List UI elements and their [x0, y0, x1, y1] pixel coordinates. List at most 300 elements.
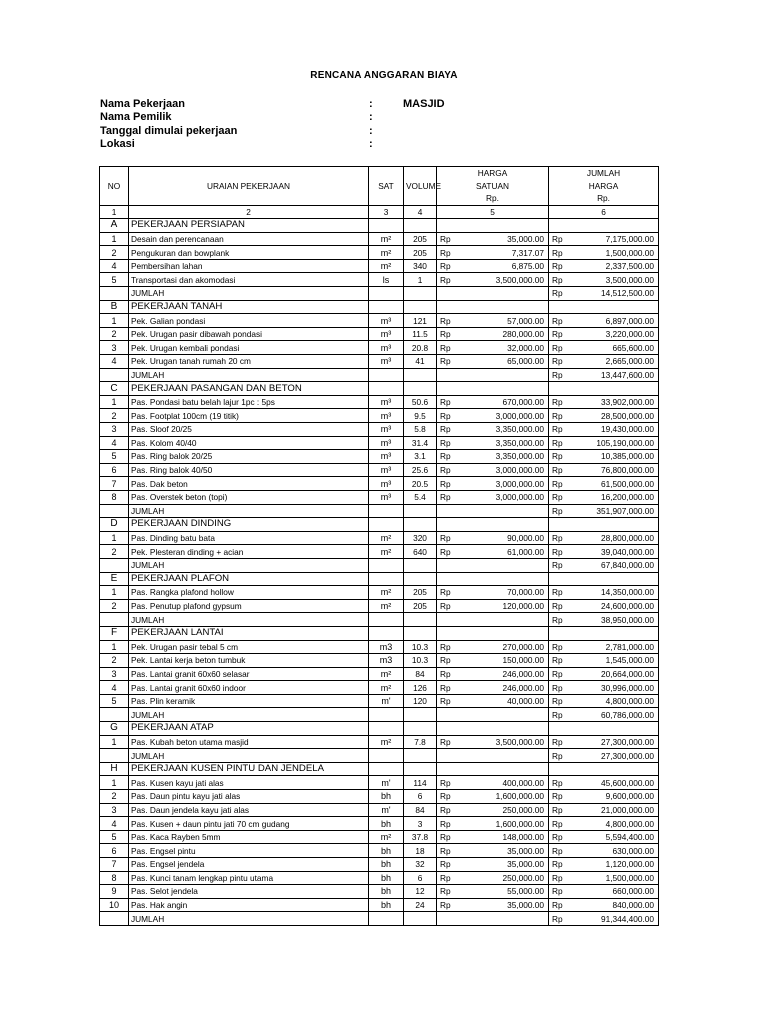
- category-letter: A: [100, 219, 129, 233]
- currency-label: Rp: [549, 898, 569, 912]
- subtotal-value: 38,950,000.00: [569, 613, 659, 627]
- item-unit-price: 148,000.00: [457, 830, 549, 844]
- item-no: 1: [100, 395, 129, 409]
- currency-label: Rp: [437, 436, 457, 450]
- header-jumlah-harga: HARGA: [549, 180, 659, 193]
- table-row: [100, 314, 659, 328]
- table-row: [100, 490, 659, 504]
- item-unit: bh: [369, 898, 404, 912]
- table-row: [100, 776, 659, 790]
- info-colon: :: [369, 98, 373, 110]
- item-amount: 105,190,000.00: [569, 436, 659, 450]
- empty-cell: [549, 572, 569, 586]
- item-description: Pas. Selot jendela: [129, 885, 369, 899]
- currency-label: Rp: [437, 735, 457, 749]
- empty-cell: [100, 749, 129, 763]
- empty-cell: [404, 912, 437, 926]
- header-volume: VOLUME: [404, 167, 437, 206]
- empty-cell: [369, 382, 404, 396]
- item-unit-price: 1,600,000.00: [457, 790, 549, 804]
- subtotal-value: 351,907,000.00: [569, 504, 659, 518]
- item-no: 2: [100, 599, 129, 613]
- item-description: Pas. Kubah beton utama masjid: [129, 735, 369, 749]
- table-row: [100, 654, 659, 668]
- table-row: [100, 273, 659, 287]
- subtotal-label: JUMLAH: [129, 749, 369, 763]
- empty-cell: [404, 613, 437, 627]
- item-unit-price: 250,000.00: [457, 871, 549, 885]
- item-no: 10: [100, 898, 129, 912]
- empty-cell: [549, 219, 569, 233]
- column-index-row: [100, 205, 659, 219]
- item-description: Pas. Sloof 20/25: [129, 423, 369, 437]
- item-unit-price: 65,000.00: [457, 355, 549, 369]
- item-unit-price: 61,000.00: [457, 545, 549, 559]
- empty-cell: [457, 504, 549, 518]
- currency-label: Rp: [437, 232, 457, 246]
- empty-cell: [549, 518, 569, 532]
- empty-cell: [457, 219, 549, 233]
- currency-label: Rp: [549, 830, 569, 844]
- item-unit: m³: [369, 477, 404, 491]
- currency-label: Rp: [549, 654, 569, 668]
- empty-cell: [404, 219, 437, 233]
- item-volume: 37.8: [404, 830, 437, 844]
- empty-cell: [569, 219, 659, 233]
- item-no: 5: [100, 273, 129, 287]
- empty-cell: [369, 722, 404, 736]
- empty-cell: [437, 762, 457, 776]
- currency-label: Rp: [549, 640, 569, 654]
- item-description: Pas. Daun pintu kayu jati alas: [129, 790, 369, 804]
- item-volume: 205: [404, 246, 437, 260]
- table-row: [100, 803, 659, 817]
- header-no: NO: [100, 167, 129, 206]
- table-row: [100, 694, 659, 708]
- item-description: Pas. Lantai granit 60x60 selasar: [129, 667, 369, 681]
- item-unit: m³: [369, 355, 404, 369]
- item-unit: m²: [369, 259, 404, 273]
- info-value: MASJID: [403, 98, 445, 110]
- item-volume: 7.8: [404, 735, 437, 749]
- category-row: [100, 518, 659, 532]
- subtotal-value: 67,840,000.00: [569, 558, 659, 572]
- item-description: Pas. Kaca Rayben 5mm: [129, 830, 369, 844]
- item-description: Pas. Engsel pintu: [129, 844, 369, 858]
- empty-cell: [457, 749, 549, 763]
- item-unit-price: 7,317.07: [457, 246, 549, 260]
- table-row: [100, 259, 659, 273]
- empty-cell: [569, 518, 659, 532]
- currency-label: Rp: [437, 327, 457, 341]
- item-description: Pas. Ring balok 20/25: [129, 450, 369, 464]
- table-row: [100, 531, 659, 545]
- item-volume: 31.4: [404, 436, 437, 450]
- item-no: 5: [100, 830, 129, 844]
- budget-table: [99, 166, 659, 926]
- item-description: Pas. Plin keramik: [129, 694, 369, 708]
- item-amount: 7,175,000.00: [569, 232, 659, 246]
- currency-label: Rp: [437, 341, 457, 355]
- empty-cell: [404, 722, 437, 736]
- currency-label: Rp: [549, 327, 569, 341]
- column-index: 2: [129, 205, 369, 219]
- item-volume: 9.5: [404, 409, 437, 423]
- table-row: [100, 871, 659, 885]
- info-label: Nama Pekerjaan: [100, 98, 185, 110]
- item-amount: 4,800,000.00: [569, 817, 659, 831]
- item-unit: bh: [369, 790, 404, 804]
- currency-label: Rp: [549, 504, 569, 518]
- empty-cell: [100, 368, 129, 382]
- currency-label: Rp: [437, 450, 457, 464]
- empty-cell: [457, 708, 549, 722]
- table-row: [100, 246, 659, 260]
- item-amount: 45,600,000.00: [569, 776, 659, 790]
- currency-label: Rp: [549, 232, 569, 246]
- currency-label: Rp: [549, 558, 569, 572]
- item-description: Pek. Plesteran dinding + acian: [129, 545, 369, 559]
- item-volume: 205: [404, 232, 437, 246]
- currency-label: Rp: [549, 477, 569, 491]
- column-index: 6: [549, 205, 659, 219]
- item-unit: m3: [369, 640, 404, 654]
- category-name: PEKERJAAN PASANGAN DAN BETON: [129, 382, 369, 396]
- item-amount: 840,000.00: [569, 898, 659, 912]
- table-row: [100, 477, 659, 491]
- currency-label: Rp: [549, 844, 569, 858]
- item-volume: 84: [404, 803, 437, 817]
- item-amount: 19,430,000.00: [569, 423, 659, 437]
- item-no: 3: [100, 667, 129, 681]
- currency-label: Rp: [549, 681, 569, 695]
- currency-label: Rp: [437, 885, 457, 899]
- item-unit-price: 3,000,000.00: [457, 463, 549, 477]
- currency-label: Rp: [549, 368, 569, 382]
- currency-label: Rp: [437, 681, 457, 695]
- info-label: Tanggal dimulai pekerjaan: [100, 125, 238, 137]
- empty-cell: [404, 626, 437, 640]
- empty-cell: [100, 287, 129, 301]
- item-amount: 1,120,000.00: [569, 858, 659, 872]
- currency-label: Rp: [437, 463, 457, 477]
- header-sat: SAT: [369, 167, 404, 206]
- empty-cell: [369, 572, 404, 586]
- category-name: PEKERJAAN KUSEN PINTU DAN JENDELA: [129, 762, 369, 776]
- subtotal-row: [100, 912, 659, 926]
- item-unit: m': [369, 694, 404, 708]
- category-name: PEKERJAAN DINDING: [129, 518, 369, 532]
- empty-cell: [549, 300, 569, 314]
- item-unit-price: 3,000,000.00: [457, 490, 549, 504]
- empty-cell: [437, 613, 457, 627]
- subtotal-row: [100, 613, 659, 627]
- empty-cell: [369, 368, 404, 382]
- empty-cell: [404, 749, 437, 763]
- currency-label: Rp: [437, 858, 457, 872]
- category-name: PEKERJAAN TANAH: [129, 300, 369, 314]
- subtotal-label: JUMLAH: [129, 613, 369, 627]
- item-description: Pas. Dak beton: [129, 477, 369, 491]
- empty-cell: [437, 504, 457, 518]
- item-description: Pas. Hak angin: [129, 898, 369, 912]
- item-unit-price: 35,000.00: [457, 232, 549, 246]
- subtotal-row: [100, 558, 659, 572]
- item-description: Pas. Daun jendela kayu jati alas: [129, 803, 369, 817]
- document-title: RENCANA ANGGARAN BIAYA: [310, 70, 458, 81]
- currency-label: Rp: [549, 450, 569, 464]
- category-letter: G: [100, 722, 129, 736]
- table-row: [100, 423, 659, 437]
- empty-cell: [457, 287, 549, 301]
- item-volume: 12: [404, 885, 437, 899]
- item-no: 3: [100, 803, 129, 817]
- item-amount: 16,200,000.00: [569, 490, 659, 504]
- item-description: Pas. Dinding batu bata: [129, 531, 369, 545]
- currency-label: Rp: [437, 477, 457, 491]
- empty-cell: [404, 558, 437, 572]
- table-row: [100, 599, 659, 613]
- table-row: [100, 640, 659, 654]
- currency-label: Rp: [549, 817, 569, 831]
- item-volume: 340: [404, 259, 437, 273]
- item-description: Transportasi dan akomodasi: [129, 273, 369, 287]
- item-volume: 20.5: [404, 477, 437, 491]
- table-row: [100, 341, 659, 355]
- item-no: 6: [100, 463, 129, 477]
- item-amount: 33,902,000.00: [569, 395, 659, 409]
- currency-label: Rp: [437, 395, 457, 409]
- item-no: 4: [100, 436, 129, 450]
- empty-cell: [100, 504, 129, 518]
- empty-cell: [569, 572, 659, 586]
- item-unit-price: 246,000.00: [457, 681, 549, 695]
- item-unit-price: 3,350,000.00: [457, 423, 549, 437]
- item-no: 4: [100, 355, 129, 369]
- currency-label: Rp: [549, 355, 569, 369]
- item-description: Pek. Urugan tanah rumah 20 cm: [129, 355, 369, 369]
- item-unit: m²: [369, 681, 404, 695]
- item-no: 4: [100, 681, 129, 695]
- currency-label: Rp: [437, 694, 457, 708]
- currency-label: Rp: [437, 830, 457, 844]
- item-unit: m³: [369, 395, 404, 409]
- item-volume: 6: [404, 871, 437, 885]
- empty-cell: [437, 572, 457, 586]
- item-unit: ls: [369, 273, 404, 287]
- currency-label: Rp: [437, 246, 457, 260]
- item-amount: 1,500,000.00: [569, 871, 659, 885]
- empty-cell: [369, 708, 404, 722]
- item-volume: 41: [404, 355, 437, 369]
- currency-label: Rp: [437, 776, 457, 790]
- header-harga: HARGA: [437, 167, 549, 180]
- currency-label: Rp: [549, 667, 569, 681]
- item-amount: 20,664,000.00: [569, 667, 659, 681]
- item-unit-price: 55,000.00: [457, 885, 549, 899]
- item-amount: 76,800,000.00: [569, 463, 659, 477]
- currency-label: Rp: [549, 735, 569, 749]
- empty-cell: [457, 722, 549, 736]
- category-letter: H: [100, 762, 129, 776]
- currency-label: Rp: [437, 599, 457, 613]
- item-unit: m²: [369, 667, 404, 681]
- table-row: [100, 327, 659, 341]
- empty-cell: [569, 762, 659, 776]
- subtotal-row: [100, 504, 659, 518]
- item-volume: 32: [404, 858, 437, 872]
- currency-label: Rp: [549, 885, 569, 899]
- currency-label: Rp: [549, 314, 569, 328]
- item-unit-price: 57,000.00: [457, 314, 549, 328]
- item-volume: 121: [404, 314, 437, 328]
- empty-cell: [569, 722, 659, 736]
- table-row: [100, 817, 659, 831]
- category-name: PEKERJAAN ATAP: [129, 722, 369, 736]
- item-unit: bh: [369, 817, 404, 831]
- category-row: [100, 300, 659, 314]
- currency-label: Rp: [437, 409, 457, 423]
- item-no: 1: [100, 586, 129, 600]
- item-no: 3: [100, 423, 129, 437]
- empty-cell: [569, 382, 659, 396]
- item-description: Pek. Urugan pasir dibawah pondasi: [129, 327, 369, 341]
- empty-cell: [369, 300, 404, 314]
- item-amount: 2,337,500.00: [569, 259, 659, 273]
- currency-label: Rp: [437, 790, 457, 804]
- item-unit: m²: [369, 735, 404, 749]
- item-no: 1: [100, 735, 129, 749]
- table-row: [100, 667, 659, 681]
- item-unit: m³: [369, 490, 404, 504]
- empty-cell: [404, 504, 437, 518]
- item-unit-price: 3,000,000.00: [457, 477, 549, 491]
- item-unit: m²: [369, 531, 404, 545]
- table-row: [100, 830, 659, 844]
- currency-label: Rp: [437, 586, 457, 600]
- empty-cell: [457, 912, 549, 926]
- header-harga-satuan: SATUAN: [437, 180, 549, 193]
- table-row: [100, 436, 659, 450]
- subtotal-value: 91,344,400.00: [569, 912, 659, 926]
- currency-label: Rp: [549, 490, 569, 504]
- item-unit: m²: [369, 232, 404, 246]
- item-description: Pas. Lantai granit 60x60 indoor: [129, 681, 369, 695]
- column-index: 3: [369, 205, 404, 219]
- item-amount: 14,350,000.00: [569, 586, 659, 600]
- item-no: 7: [100, 477, 129, 491]
- currency-label: Rp: [549, 436, 569, 450]
- subtotal-row: [100, 368, 659, 382]
- item-description: Pas. Kolom 40/40: [129, 436, 369, 450]
- item-unit-price: 3,350,000.00: [457, 436, 549, 450]
- subtotal-row: [100, 287, 659, 301]
- table-row: [100, 232, 659, 246]
- item-description: Pas. Kunci tanam lengkap pintu utama: [129, 871, 369, 885]
- currency-label: Rp: [549, 423, 569, 437]
- currency-label: Rp: [549, 613, 569, 627]
- item-unit: m²: [369, 599, 404, 613]
- subtotal-value: 27,300,000.00: [569, 749, 659, 763]
- item-no: 8: [100, 490, 129, 504]
- item-amount: 24,600,000.00: [569, 599, 659, 613]
- category-name: PEKERJAAN LANTAI: [129, 626, 369, 640]
- empty-cell: [457, 626, 549, 640]
- item-amount: 21,000,000.00: [569, 803, 659, 817]
- item-volume: 20.8: [404, 341, 437, 355]
- item-unit-price: 270,000.00: [457, 640, 549, 654]
- item-unit-price: 246,000.00: [457, 667, 549, 681]
- empty-cell: [569, 626, 659, 640]
- item-amount: 61,500,000.00: [569, 477, 659, 491]
- item-unit: m': [369, 803, 404, 817]
- empty-cell: [437, 708, 457, 722]
- item-volume: 120: [404, 694, 437, 708]
- empty-cell: [369, 613, 404, 627]
- currency-label: Rp: [549, 708, 569, 722]
- item-volume: 205: [404, 586, 437, 600]
- empty-cell: [437, 300, 457, 314]
- item-amount: 630,000.00: [569, 844, 659, 858]
- item-unit-price: 35,000.00: [457, 844, 549, 858]
- item-no: 1: [100, 531, 129, 545]
- item-unit: bh: [369, 858, 404, 872]
- item-no: 3: [100, 341, 129, 355]
- subtotal-label: JUMLAH: [129, 558, 369, 572]
- empty-cell: [437, 287, 457, 301]
- category-name: PEKERJAAN PLAFON: [129, 572, 369, 586]
- item-unit-price: 120,000.00: [457, 599, 549, 613]
- item-description: Pas. Ring balok 40/50: [129, 463, 369, 477]
- item-unit-price: 35,000.00: [457, 898, 549, 912]
- item-unit: m³: [369, 450, 404, 464]
- category-row: [100, 626, 659, 640]
- item-no: 1: [100, 314, 129, 328]
- category-letter: E: [100, 572, 129, 586]
- category-name: PEKERJAAN PERSIAPAN: [129, 219, 369, 233]
- empty-cell: [437, 912, 457, 926]
- currency-label: Rp: [437, 273, 457, 287]
- subtotal-label: JUMLAH: [129, 287, 369, 301]
- empty-cell: [437, 749, 457, 763]
- column-index: 1: [100, 205, 129, 219]
- empty-cell: [369, 219, 404, 233]
- item-amount: 28,500,000.00: [569, 409, 659, 423]
- empty-cell: [569, 300, 659, 314]
- empty-cell: [100, 708, 129, 722]
- item-unit-price: 3,500,000.00: [457, 735, 549, 749]
- item-unit: m': [369, 776, 404, 790]
- table-row: [100, 355, 659, 369]
- empty-cell: [549, 762, 569, 776]
- item-no: 7: [100, 858, 129, 872]
- item-unit-price: 32,000.00: [457, 341, 549, 355]
- empty-cell: [369, 749, 404, 763]
- currency-label: Rp: [437, 314, 457, 328]
- currency-label: Rp: [549, 287, 569, 301]
- item-description: Pek. Lantai kerja beton tumbuk: [129, 654, 369, 668]
- item-unit-price: 3,000,000.00: [457, 409, 549, 423]
- empty-cell: [437, 219, 457, 233]
- item-unit: m³: [369, 436, 404, 450]
- item-description: Pek. Galian pondasi: [129, 314, 369, 328]
- item-amount: 4,800,000.00: [569, 694, 659, 708]
- item-unit-price: 280,000.00: [457, 327, 549, 341]
- header-jumlah-rp: Rp.: [549, 192, 659, 205]
- table-row: [100, 844, 659, 858]
- table-row: [100, 450, 659, 464]
- currency-label: Rp: [437, 803, 457, 817]
